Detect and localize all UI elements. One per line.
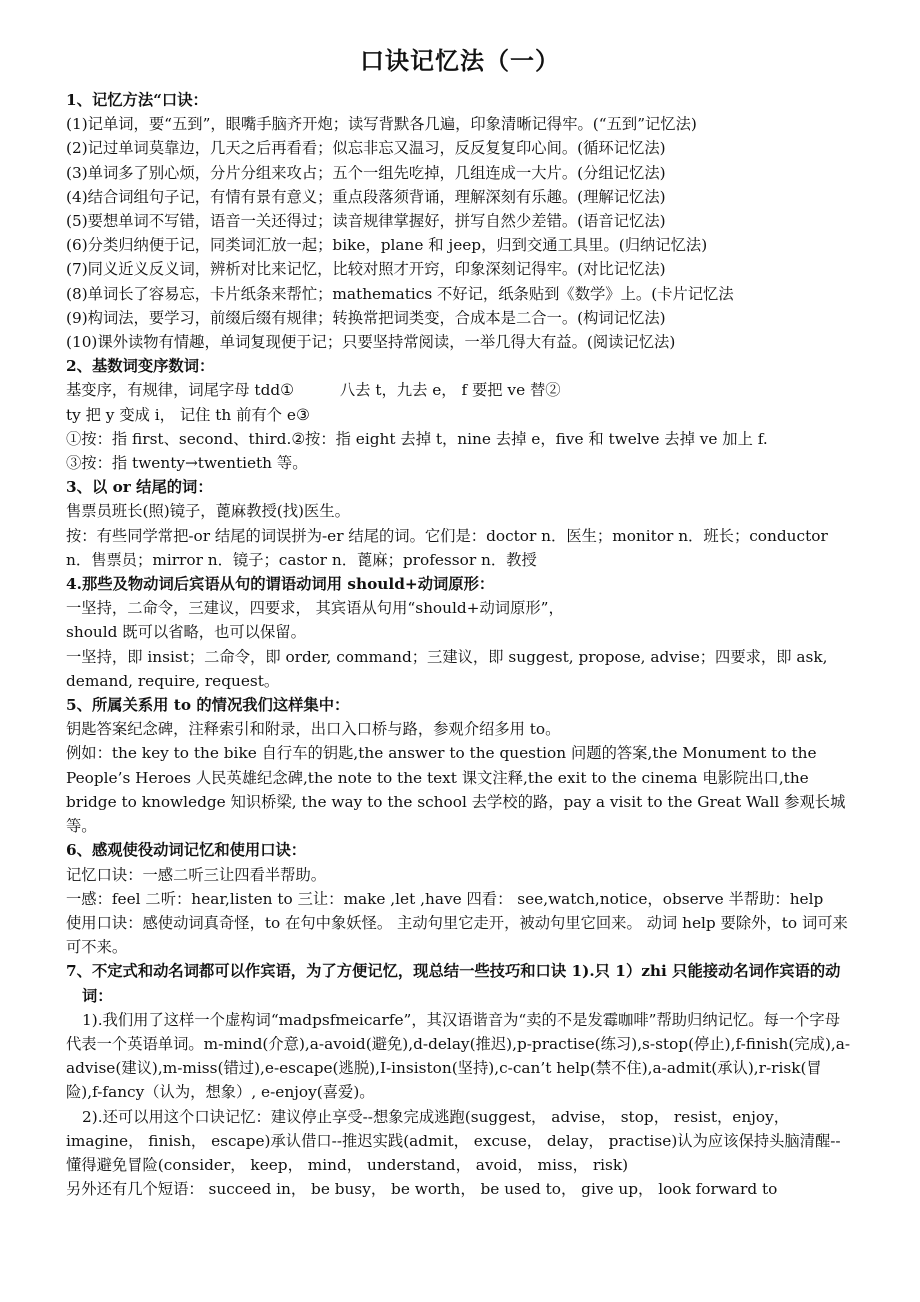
s2-line-1b: 八去 t，九去 e， f 要把 ve 替② [339, 381, 561, 400]
section-4-heading: 4.那些及物动词后宾语从句的谓语动词用 should+动词原形： [66, 575, 495, 594]
s6-line-1: 记忆口诀：一感二听三让四看半帮助。 [66, 865, 327, 884]
section-2-heading: 2、基数词变序数词： [66, 357, 215, 376]
s1-line-4: (4)结合词组句子记，有情有景有意义；重点段落须背诵，理解深刻有乐趣。(理解记忆法) [66, 187, 666, 206]
s4-line-1: 一坚持，二命令，三建议，四要求， 其宾语从句用“should+动词原形”， [66, 599, 564, 618]
s2-line-4: ③按：指 twenty→twentieth 等。 [66, 454, 308, 473]
s4-line-2: should 既可以省略，也可以保留。 [66, 623, 306, 642]
s5-line-1: 钥匙答案纪念碑，注释索引和附录，出口入口桥与路，参观介绍多用 to。 [66, 720, 561, 739]
s7-para-1: 1).我们用了这样一个虚构词“madpsfmeicarfe”，其汉语谐音为“卖的不是发霉咖啡”帮助归纳记忆。每一个字母代表一个英语单词。m-mind(介意),a-avoid(避免),d-delay(推迟),p-practise(练习),s-stop(停止),f-finish(完成),a-advise(建议),m-miss(错过),e-escape(逃脱),I-insiston(坚持),c-can’t help(禁不住),a-admit(承认),r-risk(冒险),f-fancy（认为，想象）, e-enjoy(喜爱)。 [66, 1010, 851, 1102]
s1-line-3: (3)单词多了别心烦，分片分组来攻占；五个一组先吃掉，几组连成一大片。(分组记忆法) [66, 163, 666, 182]
s3-line-1: 售票员班长(照)镜子，蓖麻教授(找)医生。 [66, 502, 350, 521]
s6-line-2: 一感：feel 二听：hear,listen to 三让：make ,let ,have 四看： see,watch,notice，observe 半帮助：help [66, 889, 824, 908]
section-7-heading: 7、不定式和动名词都可以作宾语，为了方便记忆，现总结一些技巧和口诀 1).只 1）zhi 只能接动名词作宾语的动词： [66, 962, 841, 1005]
section-6-heading: 6、感观使役动词记忆和使用口诀： [66, 841, 307, 860]
s1-line-1: (1)记单词，要“五到”，眼嘴手脑齐开炮；读写背默各几遍，印象清晰记得牢。(“五到”记忆法) [66, 115, 697, 134]
section-1-heading: 1、记忆方法“口诀： [66, 91, 208, 109]
s2-line-1a: 基变序，有规律，词尾字母 tdd① [66, 381, 294, 400]
s1-line-2: (2)记过单词莫靠边，几天之后再看看；似忘非忘又温习，反反复复印心间。(循环记忆法) [66, 139, 666, 158]
s2-line-2: ty 把 y 变成 i， 记住 th 前有个 e③ [66, 405, 310, 424]
s3-line-2: 按：有些同学常把-or 结尾的词误拼为-er 结尾的词。它们是：doctor n．医生；monitor n．班长；conductor n．售票员；mirror n．镜子；castor n．蓖麻；professor n．教授 [66, 526, 828, 569]
s4-line-3: 一坚持，即 insist；二命令，即 order, command；三建议，即 suggest, propose, advise；四要求，即 ask, demand, require, request。 [66, 647, 828, 690]
s1-line-7: (7)同义近义反义词，辨析对比来记忆，比较对照才开窍，印象深刻记得牢。(对比记忆法) [66, 260, 666, 279]
s1-line-9: (9)构词法，要学习，前缀后缀有规律；转换常把词类变，合成本是二合一。(构词记忆法) [66, 308, 666, 327]
s1-line-5: (5)要想单词不写错，语音一关还得过；读音规律掌握好，拼写自然少差错。(语音记忆法) [66, 212, 666, 231]
s1-line-8: (8)单词长了容易忘，卡片纸条来帮忙；mathematics 不好记，纸条贴到《数学》上。(卡片记忆法 [66, 284, 734, 303]
s2-line-1 [66, 378, 854, 402]
s5-line-2: 例如：the key to the bike 自行车的钥匙,the answer to the question 问题的答案,the Monument to the People’s Heroes 人民英雄纪念碑,the note to the text 课文注释,the exit to the cinema 电影院出口,the bridge to knowledge 知识桥梁, the way to the school 去学校的路，pay a visit to the Great Wall 参观长城等。 [66, 744, 846, 836]
section-5-heading: 5、所属关系用 to 的情况我们这样集中： [66, 696, 350, 715]
section-3-heading: 3、以 or 结尾的词： [66, 478, 213, 497]
s6-line-3: 使用口诀：感使动词真奇怪，to 在句中象妖怪。 主动句里它走开，被动句里它回来。 动词 help 要除外，to 词可来可不来。 [66, 913, 848, 957]
s1-line-10: (10)课外读物有情趣，单词复现便于记；只要坚持常阅读，一举几得大有益。(阅读记忆法) [66, 333, 676, 352]
s7-para-3: 另外还有几个短语： succeed in， be busy， be worth， be used to， give up， look forward to [66, 1180, 778, 1199]
page-title: 口诀记忆法（一） [360, 46, 560, 75]
s7-para-2: 2).还可以用这个口诀记忆：建议停止享受--想象完成逃跑(suggest， advise， stop， resist，enjoy， imagine， finish， escape)承认借口--推迟实践(admit， excuse， delay， practise)认为应该保持头脑清醒--懂得避免冒险(consider， keep， mind， understand， avoid， miss， risk) [66, 1107, 841, 1174]
s1-line-6: (6)分类归纳便于记，同类词汇放一起；bike，plane 和 jeep，归到交通工具里。(归纳记忆法) [66, 236, 708, 255]
s2-line-3: ①按：指 first、second、third.②按：指 eight 去掉 t，nine 去掉 e，five 和 twelve 去掉 ve 加上 f. [66, 429, 768, 448]
